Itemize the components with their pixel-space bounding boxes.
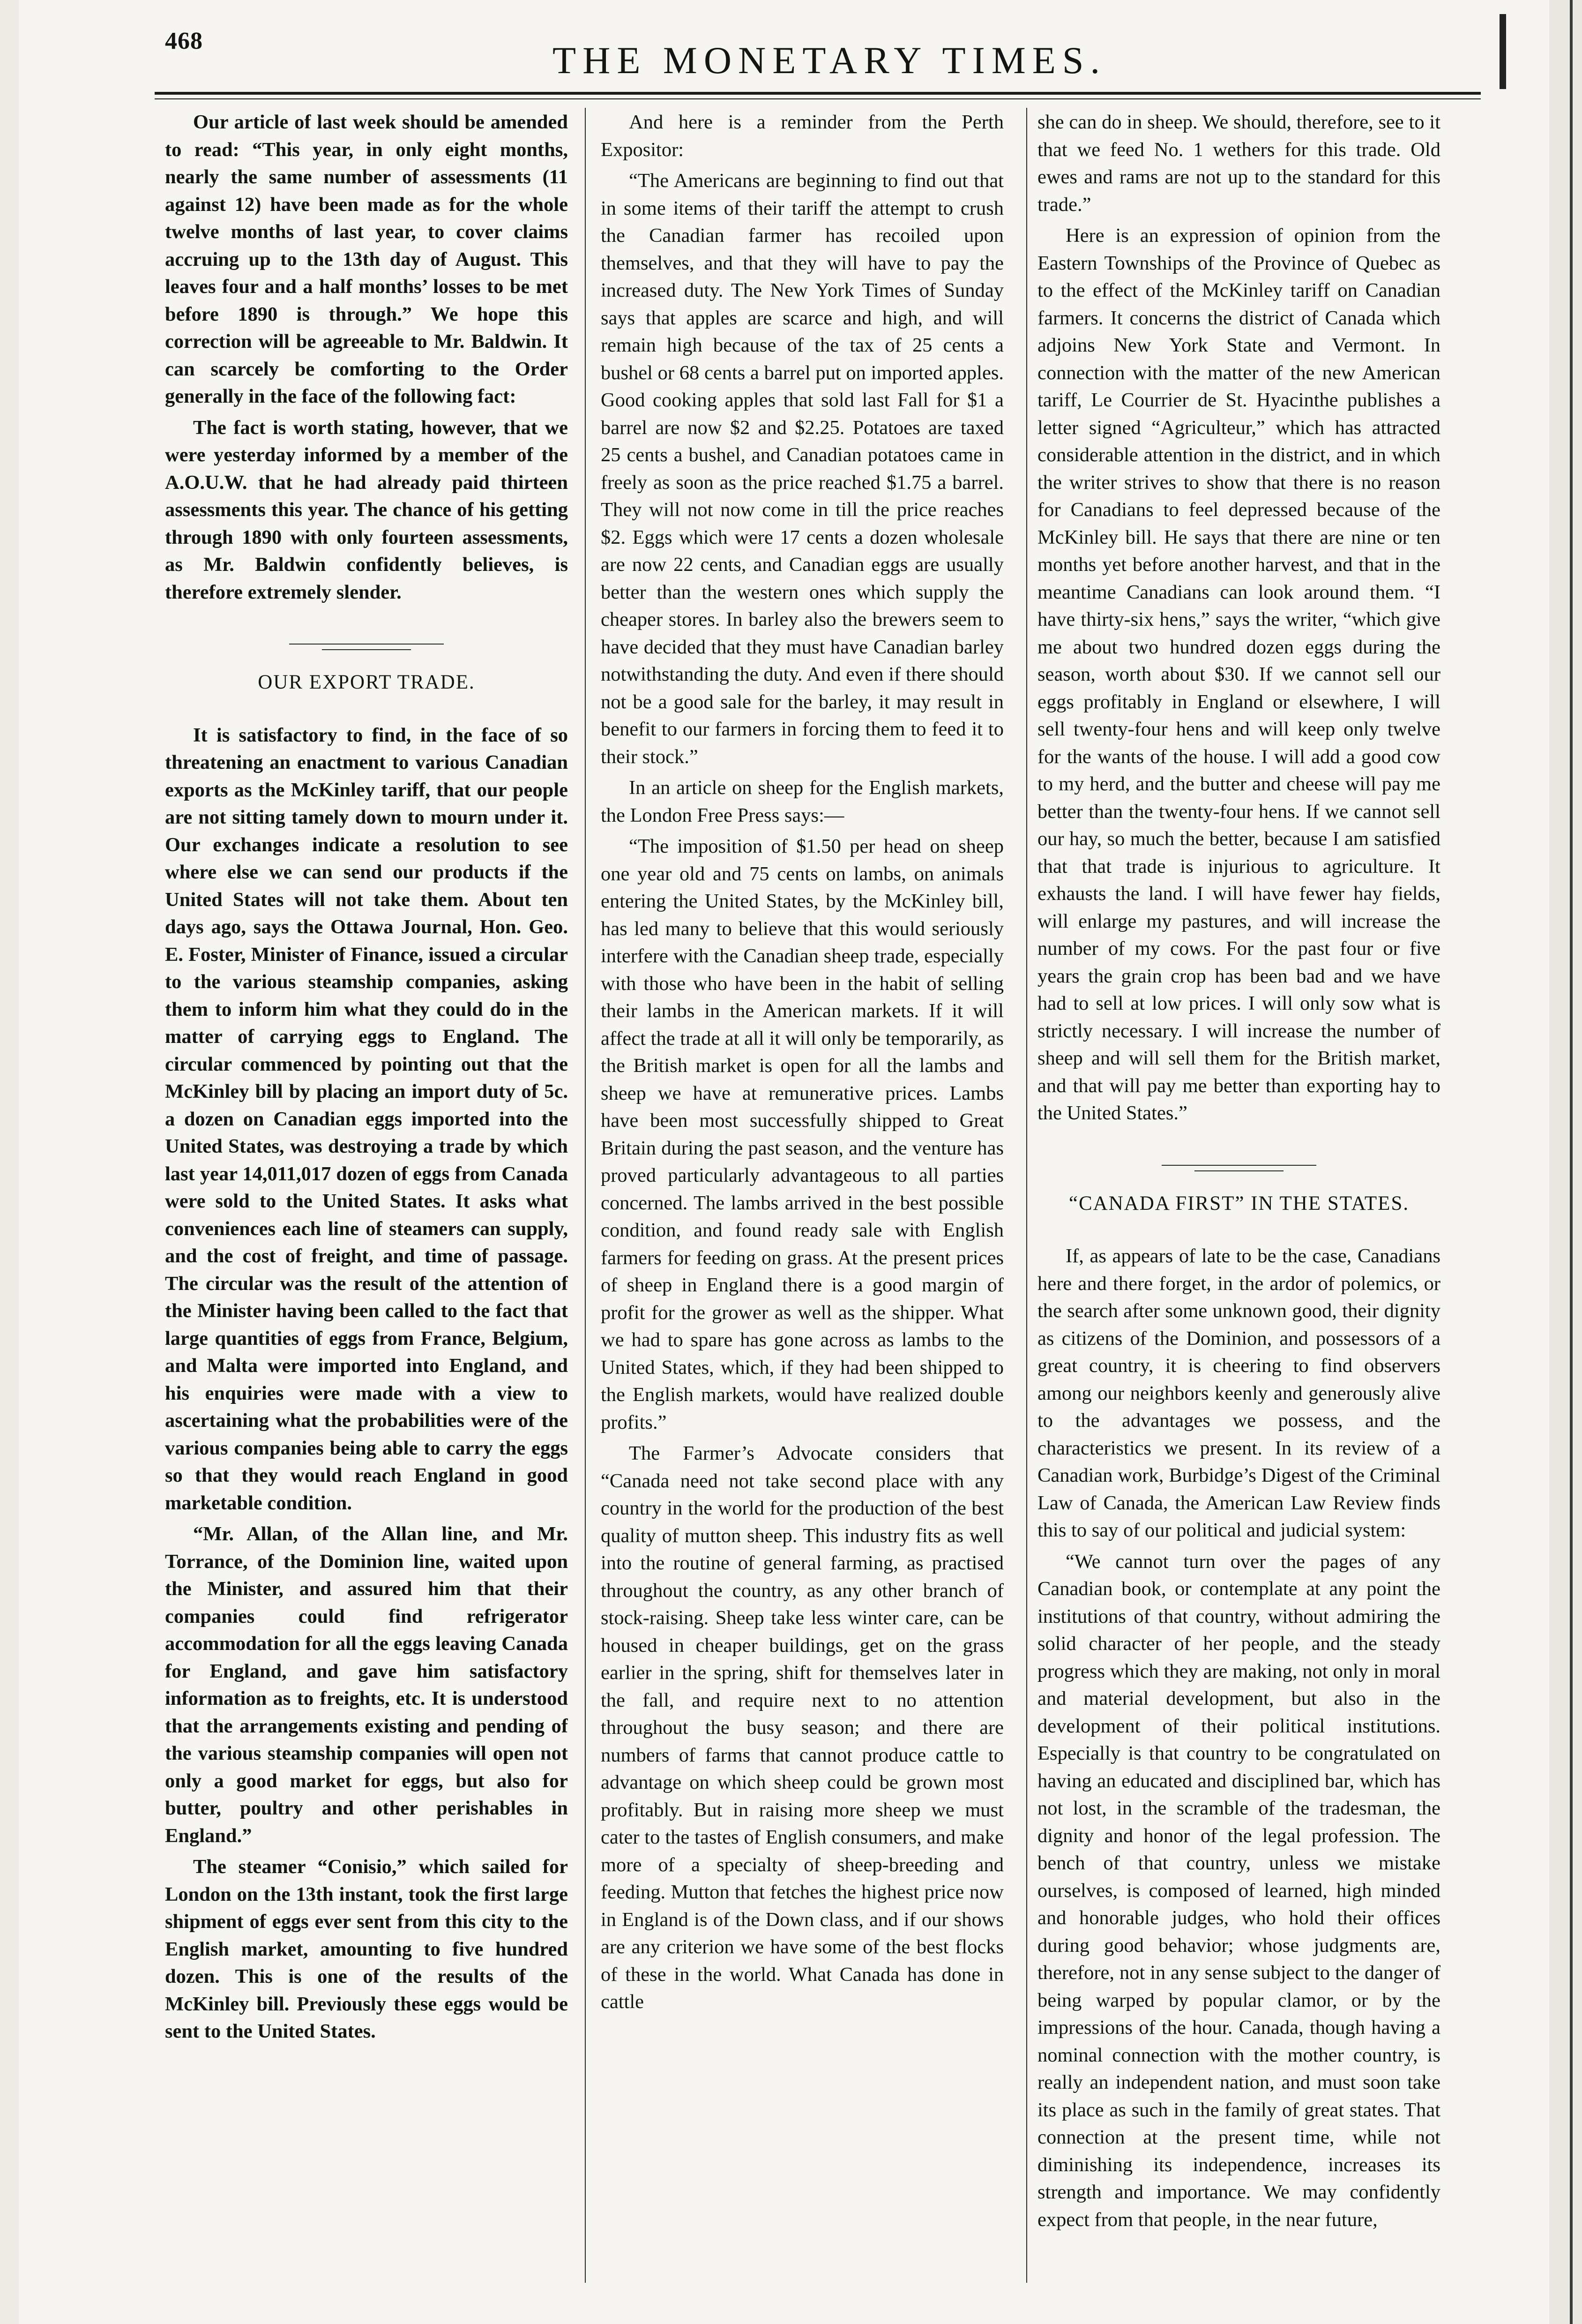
paragraph-perth-expositor: And here is a reminder from the Perth Expositor:: [601, 111, 1004, 161]
paragraph-assessments: The fact is worth stating, however, that we were yesterday informed by a member of the A.O.U.W. that he had already paid thirteen assessments this year. The chance of his getting through 1890 with only fourteen assessments, as Mr. Baldwin confidently believes, is therefore extremely slender.: [165, 416, 568, 603]
paragraph-law-review: “We cannot turn over the pages of any Canadian book, or contemplate at any point the institutions of that country, without admiring the solid character of her people, and the steady progress which they are making, not only in moral and material development, but also in the development of their political institutions. Especially is that country to be congratulated on having an educated and disciplined bar, which has not lost, in the scramble of the tradesman, the dignity and honor of the legal profession. The bench of that country, unless we mistake ourselves, is composed of learned, high minded and honorable judges, who hold their offices during good behavior; whose judgments are, therefore, not in any sense subject to the danger of being warped by popular clamor, or by the impressions of the hour. Canada, though having a nominal connection with the mother country, is really an independent nation, and must soon take its place as such in the family of great states. That connection at the present time, while not diminishing its independence, increases its strength and importance. We may confidently expect from that people, in the near future,: [1037, 1550, 1440, 2231]
paragraph-allan-line: “Mr. Allan, of the Allan line, and Mr. Torrance, of the Dominion line, waited upon the Minister, and assured him that their companies could find refrigerator accommodation for all the eggs leaving Canada for England, and gave him satisfactory information as to freights, etc. It is understood that the arrangements existing and pending of the various steamship companies will open not only a good market for eggs, but also for butter, poultry and other perishables in England.”: [165, 1523, 568, 1847]
binding-edge: [1570, 0, 1573, 2324]
masthead-title: THE MONETARY TIMES.: [552, 39, 1106, 82]
column-3: [1037, 109, 1440, 2279]
paragraph-export-trade: It is satisfactory to find, in the face of so threatening an enactment to various Canadian exports as the McKinley tariff, that our people are not sitting tamely down to mourn under it. Our exchanges indicate a resolution to see where else we can send our products if the United States will not take them. About ten days ago, says the Ottawa Journal, Hon. Geo. E. Foster, Minister of Finance, issued a circular to the various steamship companies, asking them to inform him what they could do in the matter of carrying eggs to England. The circular commenced by pointing out that the McKinley bill by placing an import duty of 5c. a dozen on Canadian eggs imported into the United States, was destroying a trade by which last year 14,011,017 dozen of eggs from Canada were sold to the United States. It asks what conveniences each line of steamers can supply, and the cost of freight, and time of passage. The circular was the result of the attention of the Minister having been called to the fact that large quantities of eggs from France, Belgium, and Malta were imported into England, and his enquiries were made with a view to ascertaining what the probabilities were of the various companies being able to carry the eggs so that they would reach England in good marketable condition.: [165, 724, 568, 1514]
paragraph-farmers-advocate: The Farmer’s Advocate considers that “Canada need not take second place with any country in the world for the production of the best quality of mutton sheep. This industry fits as well into the routine of general farming, as practised throughout the country, as any other branch of stock-raising. Sheep take less winter care, can be housed in cheaper buildings, get on the grass earlier in the spring, shift for themselves later in the fall, and require next to no attention throughout the busy season; and there are numbers of farms that cannot produce cattle to advantage on which sheep could be grown most profitably. But in raising more sheep we must cater to the tastes of English consumers, and make more of a specialty of sheep-breeding and feeding. Mutton that fetches the highest price now in England is of the Down class, and if our shows are any criterion we have some of the best flocks of these in the world. What Canada has done in cattle: [601, 1442, 1004, 2013]
paragraph-americans-tariff: “The Americans are beginning to find out that in some items of their tariff the attempt to crush the Canadian farmer has recoiled upon themselves, and that they will have to pay the increased duty. The New York Times of Sunday says that apples are scarce and high, and will remain high because of the tax of 25 cents a bushel or 68 cents a barrel put on imported apples. Good cooking apples that sold last Fall for $1 a barrel are now $2 and $2.25. Potatoes are taxed 25 cents a bushel, and Canadian potatoes came in freely as soon as the price reached $1.75 a barrel. They will not now come in till the price reaches $2. Eggs which were 17 cents a dozen wholesale are now 22 cents, and Canadian eggs are usually better than the western ones which supply the cheaper stores. In barley also the brewers seem to have decided that they must have Canadian barley notwithstanding the duty. And even if there should not be a good sale for the barley, it may result in benefit to our farmers in forcing them to feed it to their stock.”: [601, 170, 1004, 768]
paragraph-conisio: The steamer “Conisio,” which sailed for London on the 13th instant, took the first large shipment of eggs ever sent from this city to the English market, amounting to five hundred dozen. This is one of the results of the McKinley bill. Previously these eggs would be sent to the United States.: [165, 1856, 568, 2042]
heading-rule: [1162, 1165, 1316, 1166]
heading-rule: [289, 644, 444, 645]
heading-rule-short: [322, 649, 411, 650]
heading-canada-first: “CANADA FIRST” IN THE STATES.: [1068, 1192, 1410, 1214]
paragraph-sheep-imposition: “The imposition of $1.50 per head on sheep one year old and 75 cents on lambs, on animals entering the United States, by the McKinley bill, has led many to believe that this would seriously interfere with the Canadian sheep trade, especially with those who have been in the habit of selling their lambs in the American markets. If it will affect the trade at all it will only be temporarily, as the British market is open for all the lambs and sheep we have at remunerative prices. Lambs have been most successfully shipped to Great Britain during the past season, and the venture has proved particularly advantageous to all parties concerned. The lambs arrived in the best possible condition, and found ready sale with English farmers for feeding on grass. At the present prices of sheep in England there is a good margin of profit for the grower as well as the shipper. What we had to spare has gone across as lambs to the United States, which, if they had been shipped to the English markets, would have realized double profits.”: [601, 835, 1004, 1433]
ink-mark: [1500, 14, 1506, 89]
paragraph-eastern-townships: Here is an expression of opinion from the Eastern Townships of the Province of Quebec as to the effect of the McKinley tariff on Canadian farmers. It concerns the district of Canada which adjoins New York State and Vermont. In connection with the matter of the new American tariff, Le Courrier de St. Hyacinthe publishes a letter signed “Agriculteur,” which has attracted considerable attention in the district, and in which the writer strives to show that there is no reason for Canadians to feel depressed because of the McKinley bill. He says that there are nine or ten months yet before another harvest, and that in the meantime Canadians can look around them. “I have thirty-six hens,” says the writer, “which give me about two hundred dozen eggs during the season, worth about $30. If we cannot sell our eggs profitably in England or elsewhere, I will sell twenty-four hens and will keep only twelve for the wants of the house. I will add a good cow to my herd, and the butter and cheese will pay me better than the twenty-four hens. If we cannot sell our hay, so much the better, because I am satisfied that that trade is injurious to agriculture. It exhausts the land. I will have fewer hay fields, will enlarge my pastures, and will increase the number of my cows. For the past four or five years the grain crop has been bad and we have had to sell at low prices. I will only sow what is strictly necessary. I will increase the number of sheep and will sell them for the British market, and that will pay me better than exporting hay to the United States.”: [1037, 225, 1440, 1124]
heading-rule-short: [1194, 1170, 1284, 1171]
page-left-margin: [0, 0, 19, 2324]
header-rule-thin: [155, 98, 1481, 99]
column-2: [601, 109, 1004, 2279]
paragraph-sheep-intro: In an article on sheep for the English markets, the London Free Press says:—: [601, 777, 1004, 826]
paragraph-correction: Our article of last week should be amended to read: “This year, in only eight months, nearly the same number of assessments (11 against 12) have been made as for the whole twelve months of last year, to cover claims accruing up to the 13th day of August. This leaves four and a half months’ losses to be met before 1890 is through.” We hope this correction will be agreeable to Mr. Baldwin. It can scarcely be comforting to the Order generally in the face of the following fact:: [165, 111, 568, 407]
page-number: 468: [165, 28, 203, 54]
column-1: [165, 109, 568, 2279]
column-separator-1: [585, 108, 586, 2283]
column-separator-2: [1026, 108, 1027, 2283]
paragraph-canada-first: If, as appears of late to be the case, Canadians here and there forget, in the ardor of polemics, or the search after some unknown good, their dignity as citizens of the Dominion, and possessors of a great country, it is cheering to find observers among our neighbors keenly and generously alive to the advantages we possess, and the characteristics we present. In its review of a Canadian work, Burbidge’s Digest of the Criminal Law of Canada, the American Law Review finds this to say of our political and judicial system:: [1037, 1245, 1440, 1541]
paragraph-sheep-continued: she can do in sheep. We should, therefore, see to it that we feed No. 1 wethers for this trade. Old ewes and rams are not up to the standard for this trade.”: [1037, 111, 1440, 216]
page-right-margin: [1549, 0, 1582, 2324]
heading-export-trade: OUR EXPORT TRADE.: [258, 671, 475, 693]
header-rule-thick: [155, 92, 1481, 95]
